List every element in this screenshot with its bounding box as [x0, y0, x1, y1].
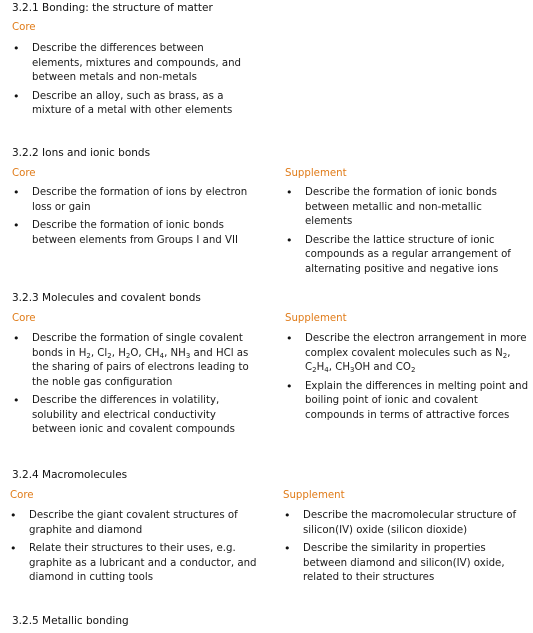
bullet-icon: •	[286, 379, 293, 393]
supplement-list	[283, 509, 528, 590]
supplement-list	[285, 186, 530, 281]
list-item: • Describe the formation of ionic bonds between elements from Groups I and VII	[13, 219, 238, 246]
bullet-icon: •	[284, 509, 291, 522]
bullet-icon: •	[10, 509, 17, 522]
list-item: • Describe the formation of ions by electron loss or gain	[13, 186, 248, 213]
list-item: • Describe the electron arrangement in more complex covalent molecules such as $N_2$, $C_2H_4$, $CH_3OH$ and $CO_2$	[286, 332, 527, 374]
supplement-label: Supplement	[285, 313, 347, 324]
core-label: Core	[12, 313, 36, 324]
bullet-icon: •	[10, 542, 17, 555]
bullet-icon: •	[13, 219, 20, 232]
bullet-icon: •	[286, 233, 293, 247]
list-item: • Describe the similarity in properties between diamond and silicon(IV) oxide, related to their structures	[284, 542, 505, 583]
bullet-icon: •	[13, 332, 20, 345]
core-list	[12, 42, 252, 123]
list-item: • Explain the differences in melting point and boiling point of ionic and covalent compounds in terms of attractive forces	[286, 379, 529, 421]
section-heading-3-2-1: 3.2.1 Bonding: the structure of matter	[12, 2, 213, 14]
section-heading-3-2-3: 3.2.3 Molecules and covalent bonds	[12, 292, 201, 304]
bullet-icon: •	[286, 186, 293, 199]
list-item: • Describe the differences in volatility, solubility and electrical conductivity between ionic and covalent compounds	[13, 394, 235, 435]
core-list	[9, 509, 257, 590]
bullet-icon: •	[13, 186, 20, 199]
list-item: • Describe the macromolecular structure of silicon(IV) oxide (silicon dioxide)	[284, 509, 517, 536]
section-heading-3-2-2: 3.2.2 Ions and ionic bonds	[12, 147, 151, 159]
core-label: Core	[10, 490, 34, 501]
list-item: • Describe an alloy, such as brass, as a mixture of a metal with other elements	[13, 89, 233, 116]
list-item: • Describe the lattice structure of ionic compounds as a regular arrangement of alternating positive and negative ions	[286, 233, 511, 275]
list-item: • Relate their structures to their uses, e.g. graphite as a lubricant and a conductor, and diamond in cutting tools	[10, 542, 257, 583]
list-item: • Describe the formation of ionic bonds between metallic and non-metallic elements	[286, 186, 497, 227]
supplement-label: Supplement	[285, 168, 347, 179]
bullet-icon: •	[13, 89, 20, 103]
core-list	[12, 186, 252, 252]
bullet-icon: •	[286, 332, 293, 345]
section-heading-3-2-5: 3.2.5 Metallic bonding	[12, 615, 129, 627]
supplement-list	[285, 332, 530, 427]
bullet-icon: •	[13, 394, 20, 407]
supplement-label: Supplement	[283, 490, 345, 501]
core-list	[12, 332, 255, 442]
bullet-icon: •	[284, 542, 291, 555]
core-label: Core	[12, 168, 36, 179]
core-label: Core	[12, 22, 36, 33]
list-item: • Describe the differences between elements, mixtures and compounds, and between metals and non-metals	[13, 42, 241, 83]
bullet-icon: •	[13, 42, 20, 55]
list-item: • Describe the giant covalent structures of graphite and diamond	[10, 509, 238, 536]
section-heading-3-2-4: 3.2.4 Macromolecules	[12, 469, 128, 481]
list-item: • Describe the formation of single covalent bonds in $H_2$, $Cl_2$, $H_2O$, $CH_4$, $NH_3$ and HCl as the sharing of pairs of electrons leading to the noble gas configuration	[13, 332, 249, 388]
